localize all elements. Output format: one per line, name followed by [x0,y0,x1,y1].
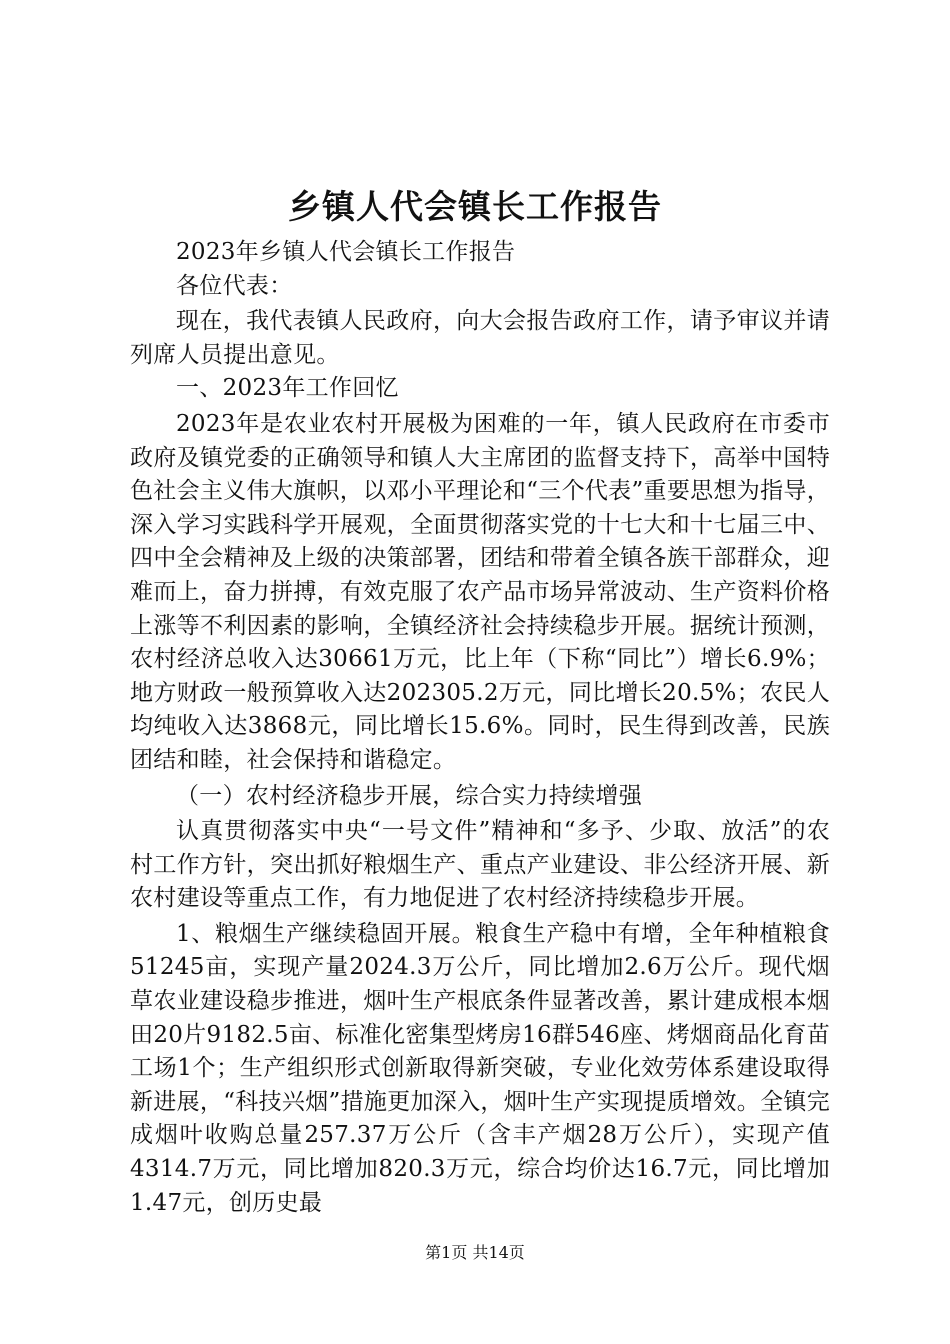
document-title: 乡镇人代会镇长工作报告 [288,187,662,226]
paragraph-intro: 现在，我代表镇人民政府，向大会报告政府工作，请予审议并请列席人员提出意见。 [130,308,830,368]
paragraph-overview: 2023年是农业农村开展极为困难的一年，镇人民政府在市委市政府及镇党委的正确领导和镇人大主席团的监督支持下，高举中国特色社会主义伟大旗帜，以邓小平理论和“三个代表”重要思想为指导，深入学习实践科学开展观，全面贯彻落实党的十七大和十七届三中、四中全会精神及上级的决策部署，团结和带着全镇各族干部群众，迎难而上，奋力拼搏，有效克服了农产品市场异常波动、生产资料价格上涨等不利因素的影响，全镇经济社会持续稳步开展。据统计预测，农村经济总收入达30661万元，比上年（下称“同比”）增长6.9%；地方财政一般预算收入达202305.2万元，同比增长20.5%；农民人均纯收入达3868元，同比增长15.6%。同时，民生得到改善，民族团结和睦，社会保持和谐稳定。 [130,410,830,773]
subsection-heading-rural-economy: （一）农村经济稳步开展，综合实力持续增强 [176,782,642,809]
section-heading-review: 一、2023年工作回忆 [176,375,399,402]
page-number-footer: 第1页 共14页 [425,1243,525,1262]
document-body [130,236,830,1220]
paragraph-salutation: 各位代表： [176,272,293,299]
paragraph-grain-tobacco: 1、粮烟生产继续稳固开展。粮食生产稳中有增，全年种植粮食51245亩，实现产量2024.3万公斤，同比增加2.6万公斤。现代烟草农业建设稳步推进，烟叶生产根底条件显著改善，累计建成根本烟田20片9182.5亩、标准化密集型烤房16群546座、烤烟商品化育苗工场1个；生产组织形式创新取得新突破，专业化效劳体系建设取得新进展，“科技兴烟”措施更加深入，烟叶生产实现提质增效。全镇完成烟叶收购总量257.37万公斤（含丰产烟28万公斤），实现产值4314.7万元，同比增加820.3万元，综合均价达16.7元，同比增加1.47元，创历史最 [130,920,830,1216]
paragraph-rural-policy: 认真贯彻落实中央“一号文件”精神和“多予、少取、放活”的农村工作方针，突出抓好粮烟生产、重点产业建设、非公经济开展、新农村建设等重点工作，有力地促进了农村经济持续稳步开展。 [130,818,830,912]
paragraph-subtitle: 2023年乡镇人代会镇长工作报告 [176,239,516,265]
